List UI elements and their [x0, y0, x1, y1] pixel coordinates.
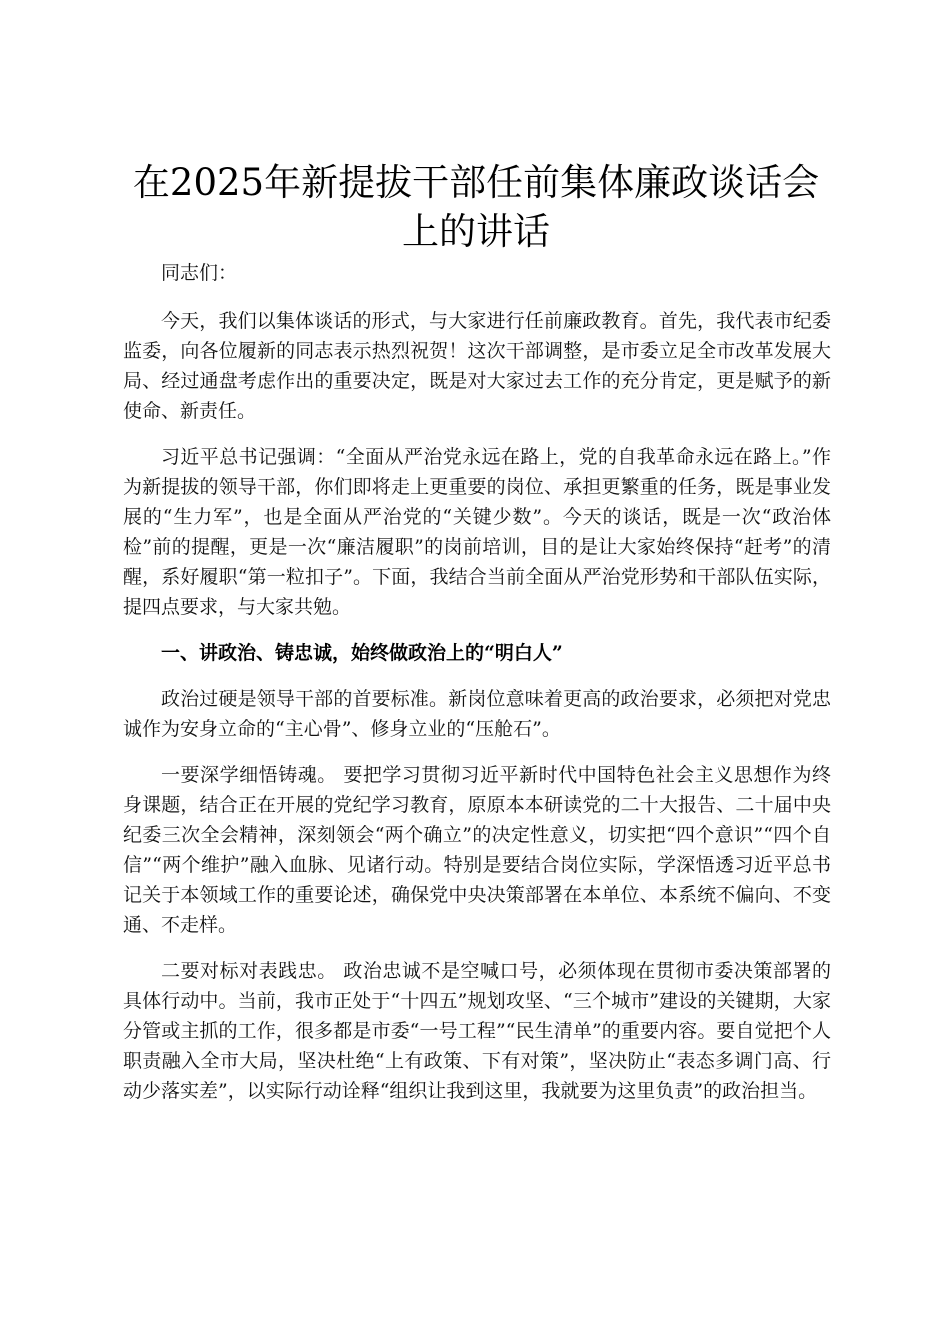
point-one-paragraph	[123, 760, 831, 940]
section-intro: 政治过硬是领导干部的首要标准。新岗位意味着更高的政治要求，必须把对党忠诚作为安身立命的“主心骨”、修身立业的“压舱石”。	[123, 688, 831, 740]
section-heading: 一、讲政治、铸忠诚，始终做政治上的“明白人”	[161, 642, 563, 664]
point-two-text: 政治忠诚不是空喊口号，必须体现在贯彻市委决策部署的具体行动中。当前，我市正处于“十四五”规划攻坚、“三个城市”建设的关键期，大家分管或主抓的工作，很多都是市委“一号工程”“民生清单”的重要内容。要自觉把个人职责融入全市大局，坚决杜绝“上有政策、下有对策”，坚决防止“表态多调门高、行动少落实差”，以实际行动诠释“组织让我到这里，我就要为这里负责”的政治担当。	[123, 960, 831, 1102]
point-two-lead: 二要对标对表践忠。	[161, 960, 337, 982]
document-body	[123, 258, 831, 1122]
point-one-text: 要把学习贯彻习近平新时代中国特色社会主义思想作为终身课题，结合正在开展的党纪学习教育，原原本本研读党的二十大报告、二十届中央纪委三次全会精神，深刻领会“两个确立”的决定性意义，切实把“四个意识”“四个自信”“两个维护”融入血脉、见诸行动。特别是要结合岗位实际，学深悟透习近平总书记关于本领域工作的重要论述，确保党中央决策部署在本单位、本系统不偏向、不变通、不走样。	[123, 764, 831, 936]
paragraph-quote: 习近平总书记强调：“全面从严治党永远在路上，党的自我革命永远在路上。”作为新提拔的领导干部，你们即将走上更重要的岗位、承担更繁重的任务，既是事业发展的“生力军”，也是全面从严治党的“关键少数”。今天的谈话，既是一次“政治体检”前的提醒，更是一次“廉洁履职”的岗前培训，目的是让大家始终保持“赶考”的清醒，系好履职“第一粒扣子”。下面，我结合当前全面从严治党形势和干部队伍实际，提四点要求，与大家共勉。	[123, 446, 831, 618]
paragraph-opening: 今天，我们以集体谈话的形式，与大家进行任前廉政教育。首先，我代表市纪委监委，向各位履新的同志表示热烈祝贺！这次干部调整，是市委立足全市改革发展大局、经过通盘考虑作出的重要决定，既是对大家过去工作的充分肯定，更是赋予的新使命、新责任。	[123, 310, 831, 422]
document-title: 在2025年新提拔干部任前集体廉政谈话会上的讲话	[132, 161, 820, 253]
point-two-paragraph	[123, 956, 831, 1106]
greeting: 同志们：	[161, 262, 238, 284]
point-one-lead: 一要深学细悟铸魂。	[161, 764, 337, 786]
